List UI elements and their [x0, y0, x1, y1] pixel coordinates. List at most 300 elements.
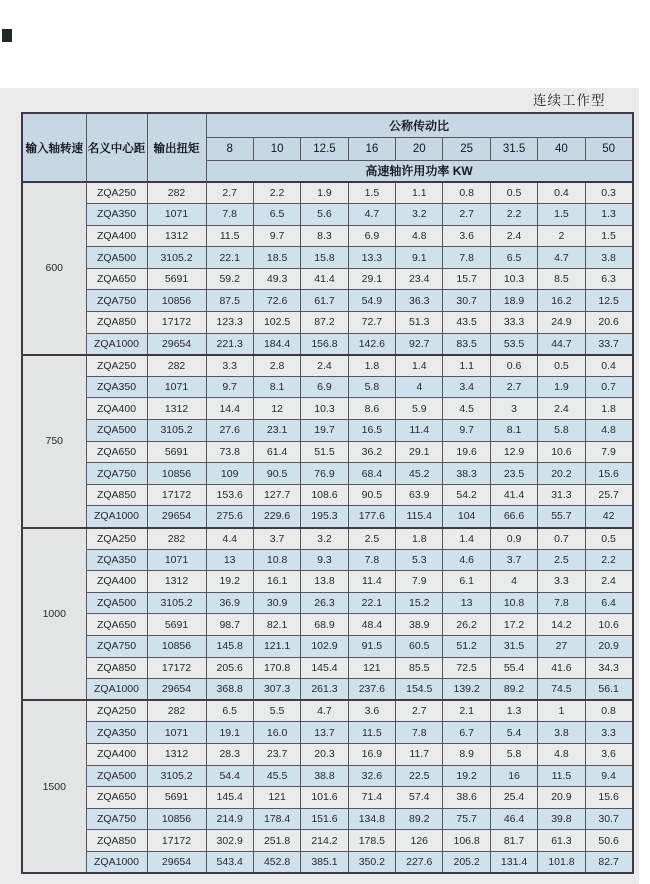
model-cell: ZQA850: [86, 830, 147, 852]
power-value-cell: 30.7: [443, 290, 490, 312]
power-value-cell: 15.2: [396, 592, 443, 614]
power-value-cell: 307.3: [253, 679, 300, 701]
header-ratio-value: 20: [396, 137, 443, 160]
torque-cell: 282: [147, 355, 206, 377]
model-cell: ZQA350: [86, 204, 147, 226]
power-value-cell: 2.2: [490, 204, 537, 226]
power-value-cell: 76.9: [301, 463, 348, 485]
table-row: [22, 851, 633, 873]
header-ratio-value: 40: [538, 137, 585, 160]
power-value-cell: 22.5: [396, 765, 443, 787]
power-value-cell: 34.3: [585, 657, 632, 679]
power-value-cell: 1.8: [348, 355, 395, 377]
table-row: [22, 571, 633, 593]
model-cell: ZQA650: [86, 268, 147, 290]
torque-cell: 3105.2: [147, 247, 206, 269]
power-value-cell: 66.6: [490, 506, 537, 528]
power-value-cell: 6.7: [443, 722, 490, 744]
model-cell: ZQA650: [86, 787, 147, 809]
torque-cell: 29654: [147, 679, 206, 701]
power-value-cell: 15.7: [443, 268, 490, 290]
spec-table: [21, 112, 634, 874]
power-value-cell: 23.4: [396, 268, 443, 290]
power-value-cell: 22.1: [348, 592, 395, 614]
header-ratio-value: 25: [443, 137, 490, 160]
model-cell: ZQA750: [86, 808, 147, 830]
header-ratio-value: 8: [206, 137, 253, 160]
torque-cell: 10856: [147, 635, 206, 657]
power-value-cell: 45.2: [396, 463, 443, 485]
power-value-cell: 20.6: [585, 312, 632, 334]
power-value-cell: 3.6: [585, 743, 632, 765]
power-value-cell: 6.9: [348, 225, 395, 247]
power-value-cell: 302.9: [206, 830, 253, 852]
power-value-cell: 2.8: [253, 355, 300, 377]
model-cell: ZQA1000: [86, 333, 147, 355]
power-value-cell: 19.2: [443, 765, 490, 787]
power-value-cell: 214.2: [301, 830, 348, 852]
power-value-cell: 3.8: [585, 247, 632, 269]
table-row: [22, 657, 633, 679]
header-ratio-value: 31.5: [490, 137, 537, 160]
table-row: [22, 592, 633, 614]
power-value-cell: 41.4: [490, 484, 537, 506]
power-value-cell: 42: [585, 506, 632, 528]
power-value-cell: 108.6: [301, 484, 348, 506]
power-value-cell: 16.1: [253, 571, 300, 593]
table-row: [22, 679, 633, 701]
power-value-cell: 16: [490, 765, 537, 787]
power-value-cell: 15.6: [585, 463, 632, 485]
torque-cell: 1071: [147, 549, 206, 571]
model-cell: ZQA750: [86, 635, 147, 657]
torque-cell: 3105.2: [147, 765, 206, 787]
power-value-cell: 10.8: [490, 592, 537, 614]
power-value-cell: 11.4: [348, 571, 395, 593]
power-value-cell: 251.8: [253, 830, 300, 852]
power-value-cell: 55.4: [490, 657, 537, 679]
power-value-cell: 6.5: [253, 204, 300, 226]
power-value-cell: 2.7: [443, 204, 490, 226]
power-value-cell: 0.6: [490, 355, 537, 377]
power-value-cell: 12.5: [585, 290, 632, 312]
model-cell: ZQA850: [86, 484, 147, 506]
power-value-cell: 23.7: [253, 743, 300, 765]
power-value-cell: 153.6: [206, 484, 253, 506]
power-value-cell: 33.3: [490, 312, 537, 334]
power-value-cell: 8.3: [301, 225, 348, 247]
power-value-cell: 26.2: [443, 614, 490, 636]
torque-cell: 282: [147, 528, 206, 550]
power-value-cell: 0.4: [585, 355, 632, 377]
power-value-cell: 82.7: [585, 851, 632, 873]
power-value-cell: 14.4: [206, 398, 253, 420]
power-value-cell: 36.9: [206, 592, 253, 614]
model-cell: ZQA500: [86, 765, 147, 787]
power-value-cell: 452.8: [253, 851, 300, 873]
power-value-cell: 121: [348, 657, 395, 679]
power-value-cell: 102.9: [301, 635, 348, 657]
table-row: [22, 312, 633, 334]
power-value-cell: 38.9: [396, 614, 443, 636]
power-value-cell: 3.7: [490, 549, 537, 571]
power-value-cell: 184.4: [253, 333, 300, 355]
table-row: [22, 700, 633, 722]
torque-cell: 5691: [147, 441, 206, 463]
power-value-cell: 221.3: [206, 333, 253, 355]
power-value-cell: 178.5: [348, 830, 395, 852]
power-value-cell: 4.7: [538, 247, 585, 269]
power-value-cell: 6.4: [585, 592, 632, 614]
power-value-cell: 27.6: [206, 420, 253, 442]
power-value-cell: 0.7: [585, 376, 632, 398]
power-value-cell: 33.7: [585, 333, 632, 355]
power-value-cell: 41.6: [538, 657, 585, 679]
power-value-cell: 1.5: [538, 204, 585, 226]
model-cell: ZQA750: [86, 463, 147, 485]
power-value-cell: 2.4: [538, 398, 585, 420]
power-value-cell: 237.6: [348, 679, 395, 701]
power-value-cell: 87.5: [206, 290, 253, 312]
torque-cell: 29654: [147, 333, 206, 355]
torque-cell: 1312: [147, 398, 206, 420]
power-value-cell: 9.4: [585, 765, 632, 787]
power-value-cell: 13: [443, 592, 490, 614]
table-row: [22, 420, 633, 442]
power-value-cell: 18.9: [490, 290, 537, 312]
table-row: [22, 398, 633, 420]
power-value-cell: 32.6: [348, 765, 395, 787]
power-value-cell: 41.4: [301, 268, 348, 290]
power-value-cell: 3.3: [206, 355, 253, 377]
header-ratio-title: 公称传动比: [206, 113, 633, 137]
power-value-cell: 2.4: [490, 225, 537, 247]
power-value-cell: 46.4: [490, 808, 537, 830]
power-value-cell: 1.5: [348, 182, 395, 204]
power-value-cell: 38.8: [301, 765, 348, 787]
power-value-cell: 170.8: [253, 657, 300, 679]
power-value-cell: 1.1: [443, 355, 490, 377]
power-value-cell: 2: [538, 225, 585, 247]
power-value-cell: 2.4: [301, 355, 348, 377]
power-value-cell: 10.3: [490, 268, 537, 290]
power-value-cell: 154.5: [396, 679, 443, 701]
spec-table-body: [22, 182, 633, 873]
torque-cell: 1071: [147, 722, 206, 744]
table-row: [22, 225, 633, 247]
power-value-cell: 73.8: [206, 441, 253, 463]
torque-cell: 1312: [147, 571, 206, 593]
power-value-cell: 68.9: [301, 614, 348, 636]
power-value-cell: 85.5: [396, 657, 443, 679]
table-row: [22, 376, 633, 398]
power-value-cell: 4.8: [396, 225, 443, 247]
power-value-cell: 36.3: [396, 290, 443, 312]
header-power-title: 高速轴许用功率 KW: [206, 160, 633, 182]
torque-cell: 1071: [147, 376, 206, 398]
power-value-cell: 1: [538, 700, 585, 722]
power-value-cell: 13.7: [301, 722, 348, 744]
power-value-cell: 72.6: [253, 290, 300, 312]
power-value-cell: 0.8: [585, 700, 632, 722]
power-value-cell: 3.6: [348, 700, 395, 722]
power-value-cell: 98.7: [206, 614, 253, 636]
power-value-cell: 30.7: [585, 808, 632, 830]
header-input-speed: 输入轴转速: [22, 113, 86, 182]
power-value-cell: 20.3: [301, 743, 348, 765]
power-value-cell: 87.2: [301, 312, 348, 334]
power-value-cell: 15.6: [585, 787, 632, 809]
power-value-cell: 11.5: [538, 765, 585, 787]
table-row: [22, 528, 633, 550]
power-value-cell: 4.7: [348, 204, 395, 226]
power-value-cell: 23.5: [490, 463, 537, 485]
power-value-cell: 275.6: [206, 506, 253, 528]
table-row: [22, 204, 633, 226]
page-title: 连续工作型: [533, 93, 606, 108]
power-value-cell: 31.3: [538, 484, 585, 506]
power-value-cell: 38.6: [443, 787, 490, 809]
power-value-cell: 18.5: [253, 247, 300, 269]
power-value-cell: 195.3: [301, 506, 348, 528]
table-row: [22, 247, 633, 269]
power-value-cell: 45.5: [253, 765, 300, 787]
power-value-cell: 4.6: [443, 549, 490, 571]
model-cell: ZQA350: [86, 376, 147, 398]
power-value-cell: 2.4: [585, 571, 632, 593]
power-value-cell: 214.9: [206, 808, 253, 830]
power-value-cell: 24.9: [538, 312, 585, 334]
power-value-cell: 7.8: [348, 549, 395, 571]
power-value-cell: 2.5: [348, 528, 395, 550]
power-value-cell: 9.7: [443, 420, 490, 442]
torque-cell: 29654: [147, 506, 206, 528]
power-value-cell: 31.5: [490, 635, 537, 657]
input-speed-cell: 1000: [22, 528, 86, 701]
power-value-cell: 8.9: [443, 743, 490, 765]
model-cell: ZQA400: [86, 571, 147, 593]
power-value-cell: 145.4: [206, 787, 253, 809]
torque-cell: 10856: [147, 808, 206, 830]
power-value-cell: 19.1: [206, 722, 253, 744]
model-cell: ZQA500: [86, 592, 147, 614]
power-value-cell: 43.5: [443, 312, 490, 334]
power-value-cell: 3.8: [538, 722, 585, 744]
power-value-cell: 51.2: [443, 635, 490, 657]
power-value-cell: 2.7: [396, 700, 443, 722]
power-value-cell: 57.4: [396, 787, 443, 809]
table-row: [22, 268, 633, 290]
power-value-cell: 151.6: [301, 808, 348, 830]
power-value-cell: 72.7: [348, 312, 395, 334]
torque-cell: 10856: [147, 463, 206, 485]
torque-cell: 10856: [147, 290, 206, 312]
power-value-cell: 29.1: [348, 268, 395, 290]
power-value-cell: 14.2: [538, 614, 585, 636]
model-cell: ZQA1000: [86, 679, 147, 701]
power-value-cell: 4.8: [585, 420, 632, 442]
torque-cell: 282: [147, 700, 206, 722]
power-value-cell: 20.9: [538, 787, 585, 809]
model-cell: ZQA850: [86, 312, 147, 334]
power-value-cell: 27: [538, 635, 585, 657]
model-cell: ZQA350: [86, 549, 147, 571]
torque-cell: 17172: [147, 484, 206, 506]
power-value-cell: 16.9: [348, 743, 395, 765]
power-value-cell: 5.4: [490, 722, 537, 744]
model-cell: ZQA1000: [86, 851, 147, 873]
power-value-cell: 28.3: [206, 743, 253, 765]
model-cell: ZQA750: [86, 290, 147, 312]
power-value-cell: 121.1: [253, 635, 300, 657]
power-value-cell: 0.9: [490, 528, 537, 550]
table-row: [22, 549, 633, 571]
power-value-cell: 3.2: [301, 528, 348, 550]
power-value-cell: 10.6: [585, 614, 632, 636]
power-value-cell: 104: [443, 506, 490, 528]
power-value-cell: 5.9: [396, 398, 443, 420]
torque-cell: 282: [147, 182, 206, 204]
power-value-cell: 139.2: [443, 679, 490, 701]
header-ratio-value: 50: [585, 137, 632, 160]
torque-cell: 1312: [147, 743, 206, 765]
power-value-cell: 23.1: [253, 420, 300, 442]
torque-cell: 17172: [147, 830, 206, 852]
power-value-cell: 2.2: [585, 549, 632, 571]
power-value-cell: 38.3: [443, 463, 490, 485]
power-value-cell: 91.5: [348, 635, 395, 657]
power-value-cell: 10.8: [253, 549, 300, 571]
torque-cell: 1071: [147, 204, 206, 226]
power-value-cell: 6.1: [443, 571, 490, 593]
power-value-cell: 81.7: [490, 830, 537, 852]
power-value-cell: 350.2: [348, 851, 395, 873]
power-value-cell: 20.9: [585, 635, 632, 657]
header-ratio-value: 16: [348, 137, 395, 160]
power-value-cell: 2.7: [490, 376, 537, 398]
power-value-cell: 15.8: [301, 247, 348, 269]
model-cell: ZQA400: [86, 398, 147, 420]
power-value-cell: 2.5: [538, 549, 585, 571]
torque-cell: 3105.2: [147, 592, 206, 614]
power-value-cell: 53.5: [490, 333, 537, 355]
torque-cell: 5691: [147, 787, 206, 809]
table-row: [22, 484, 633, 506]
power-value-cell: 8.6: [348, 398, 395, 420]
power-value-cell: 1.9: [538, 376, 585, 398]
power-value-cell: 101.6: [301, 787, 348, 809]
power-value-cell: 0.5: [538, 355, 585, 377]
torque-cell: 5691: [147, 614, 206, 636]
power-value-cell: 16.0: [253, 722, 300, 744]
power-value-cell: 13.3: [348, 247, 395, 269]
power-value-cell: 101.8: [538, 851, 585, 873]
power-value-cell: 19.6: [443, 441, 490, 463]
power-value-cell: 5.6: [301, 204, 348, 226]
power-value-cell: 0.7: [538, 528, 585, 550]
table-row: [22, 614, 633, 636]
power-value-cell: 51.3: [396, 312, 443, 334]
table-row: [22, 722, 633, 744]
power-value-cell: 178.4: [253, 808, 300, 830]
power-value-cell: 12.9: [490, 441, 537, 463]
power-value-cell: 0.5: [490, 182, 537, 204]
power-value-cell: 13.8: [301, 571, 348, 593]
power-value-cell: 1.5: [585, 225, 632, 247]
table-row: [22, 182, 633, 204]
power-value-cell: 156.8: [301, 333, 348, 355]
power-value-cell: 2.1: [443, 700, 490, 722]
power-value-cell: 10.6: [538, 441, 585, 463]
table-row: [22, 441, 633, 463]
model-cell: ZQA250: [86, 355, 147, 377]
power-value-cell: 16.2: [538, 290, 585, 312]
power-value-cell: 1.4: [396, 355, 443, 377]
table-row: [22, 808, 633, 830]
model-cell: ZQA500: [86, 420, 147, 442]
power-value-cell: 102.5: [253, 312, 300, 334]
power-value-cell: 56.1: [585, 679, 632, 701]
power-value-cell: 3.3: [538, 571, 585, 593]
power-value-cell: 7.8: [538, 592, 585, 614]
power-value-cell: 16.5: [348, 420, 395, 442]
power-value-cell: 7.8: [443, 247, 490, 269]
model-cell: ZQA650: [86, 614, 147, 636]
power-value-cell: 261.3: [301, 679, 348, 701]
power-value-cell: 6.3: [585, 268, 632, 290]
power-value-cell: 12: [253, 398, 300, 420]
model-cell: ZQA400: [86, 743, 147, 765]
model-cell: ZQA250: [86, 528, 147, 550]
torque-cell: 29654: [147, 851, 206, 873]
power-value-cell: 9.7: [206, 376, 253, 398]
power-value-cell: 63.9: [396, 484, 443, 506]
header-center-distance: 名义中心距: [86, 113, 147, 182]
power-value-cell: 54.4: [206, 765, 253, 787]
model-cell: ZQA350: [86, 722, 147, 744]
power-value-cell: 39.8: [538, 808, 585, 830]
power-value-cell: 10.3: [301, 398, 348, 420]
torque-cell: 5691: [147, 268, 206, 290]
table-row: [22, 290, 633, 312]
power-value-cell: 106.8: [443, 830, 490, 852]
power-value-cell: 6.9: [301, 376, 348, 398]
power-value-cell: 49.3: [253, 268, 300, 290]
power-value-cell: 4.4: [206, 528, 253, 550]
power-value-cell: 61.7: [301, 290, 348, 312]
power-value-cell: 29.1: [396, 441, 443, 463]
torque-cell: 1312: [147, 225, 206, 247]
power-value-cell: 7.9: [396, 571, 443, 593]
power-value-cell: 177.6: [348, 506, 395, 528]
table-row: [22, 787, 633, 809]
power-value-cell: 4: [396, 376, 443, 398]
model-cell: ZQA250: [86, 700, 147, 722]
power-value-cell: 115.4: [396, 506, 443, 528]
power-value-cell: 75.7: [443, 808, 490, 830]
table-row: [22, 765, 633, 787]
power-value-cell: 50.6: [585, 830, 632, 852]
model-cell: ZQA250: [86, 182, 147, 204]
power-value-cell: 3: [490, 398, 537, 420]
power-value-cell: 9.7: [253, 225, 300, 247]
power-value-cell: 1.8: [585, 398, 632, 420]
power-value-cell: 0.5: [585, 528, 632, 550]
power-value-cell: 61.3: [538, 830, 585, 852]
input-speed-cell: 750: [22, 355, 86, 528]
power-value-cell: 48.4: [348, 614, 395, 636]
power-value-cell: 3.4: [443, 376, 490, 398]
